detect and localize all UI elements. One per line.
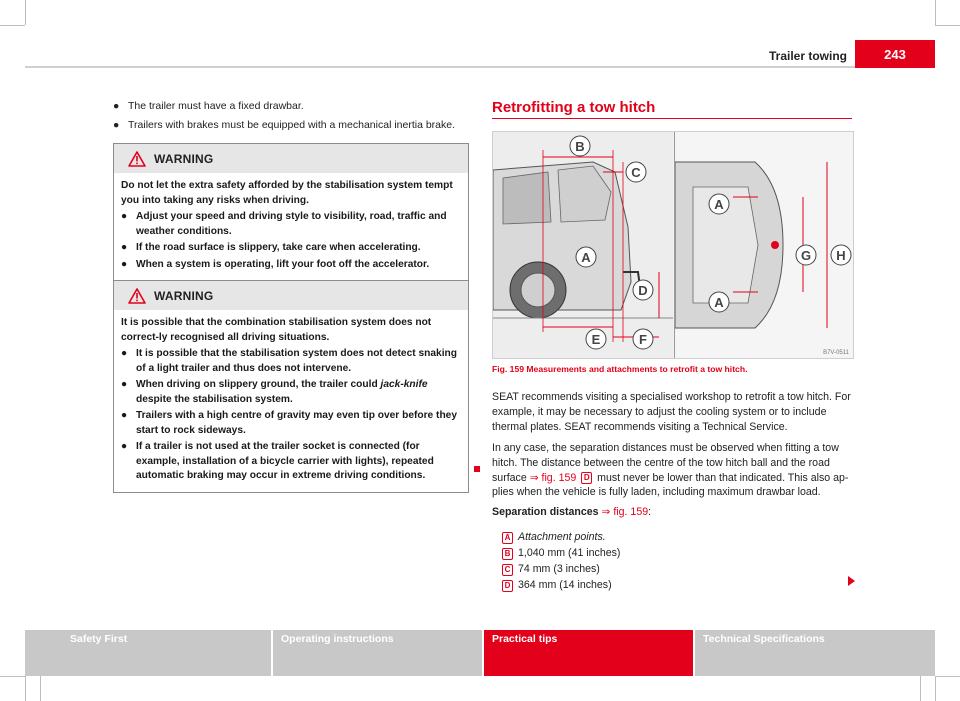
fig-label-a-top: A — [714, 197, 724, 212]
fig-label-f: F — [639, 332, 647, 347]
separation-heading: Separation distances ⇒ fig. 159: — [492, 506, 652, 518]
warning-box-2 — [113, 280, 469, 493]
crop-mark — [0, 25, 25, 26]
warning-header — [114, 144, 468, 173]
intro-bullets — [113, 99, 473, 137]
warning-text: It is possible that the combination stabilisation system does not correct-ly recognised all driving situations. ● It is possible that the stabilisation system does not detect snaking of a light trailer and thus does not intervene. ● When driving on slippery ground, the trailer could jack-knife despite the stabilisation system. ● Trailers with a high centre of gravity may even tip over before they start to rock sideways. ● If a trailer is not used at the trailer socket is connected (for example, installation of a bicycle carrier with lights), repeated automatic braking may occur in extreme driving conditions. — [114, 310, 468, 492]
tow-hitch-diagram — [493, 132, 853, 358]
section-end-marker — [474, 466, 480, 472]
fig-label-b: B — [575, 139, 585, 154]
crop-mark — [935, 676, 960, 677]
continue-arrow-icon — [848, 576, 855, 586]
list-item: ● When driving on slippery ground, the trailer could jack-knife despite the stabilisation system. — [121, 379, 428, 405]
fig-label-h: H — [836, 248, 846, 263]
warning-label: WARNING — [154, 288, 214, 303]
figure-caption: Fig. 159 Measurements and attachments to retrofit a tow hitch. — [492, 364, 748, 374]
figure-reference-link[interactable]: ⇒ fig. 159 — [601, 506, 649, 518]
fig-label-e: E — [591, 332, 601, 347]
warning-label: WARNING — [154, 151, 214, 166]
chapter-title: Trailer towing — [768, 49, 847, 63]
crop-mark — [935, 25, 960, 26]
footer-tab-technical-specifications[interactable]: Technical Specifications — [695, 630, 935, 676]
warning-triangle-icon — [128, 151, 146, 167]
warning-triangle-icon — [128, 288, 146, 304]
section-rule — [492, 118, 852, 119]
list-item: ● If the road surface is slippery, take care when accelerating. — [121, 242, 421, 253]
badge-b: B — [502, 548, 513, 560]
fig-label-a: A — [581, 250, 591, 265]
crop-mark — [935, 0, 936, 25]
crop-mark — [935, 676, 936, 701]
footer-tab-safety-first[interactable]: Safety First — [25, 630, 271, 676]
warning-header — [114, 281, 468, 310]
list-item: ● When a system is operating, lift your foot off the accelerator. — [121, 258, 430, 270]
list-item: ● Adjust your speed and driving style to visibility, road, traffic and weather conditions. — [121, 211, 447, 237]
list-item: ● It is possible that the stabilisation system does not detect snaking of a light trailer and thus does not intervene. — [121, 348, 457, 374]
fig-label-d: D — [638, 283, 648, 298]
figure-code: B7V-0511 — [823, 350, 849, 356]
figure-reference-link[interactable]: ⇒ fig. 159 — [529, 471, 577, 484]
badge-d: D — [581, 472, 592, 484]
paragraph-recommendation: SEAT recommends visiting a specialised workshop to retrofit a tow hitch. For example, it may be necessary to adjust the cooling system or to include thermal plates. SEAT recommends visiting a Technical Service. — [492, 391, 851, 433]
fig-label-g: G — [800, 248, 812, 263]
badge-d: D — [502, 580, 513, 592]
crop-mark — [0, 676, 25, 677]
figure-tow-hitch — [492, 131, 854, 359]
crop-mark — [25, 676, 26, 701]
page-number: 243 — [884, 47, 906, 62]
list-item: ● If a trailer is not used at the trailer socket is connected (for example, installation of a bicycle carrier with lights), repeated automatic braking may occur in extreme driving conditions. — [121, 441, 434, 481]
list-item: ● The trailer must have a fixed drawbar. — [113, 100, 304, 112]
crop-mark — [25, 0, 26, 25]
crop-mark — [920, 676, 921, 701]
warning-box-1 — [113, 143, 469, 281]
list-item: ● Trailers with brakes must be equipped with a mechanical inertia brake. — [113, 119, 456, 131]
fig-label-c: C — [631, 165, 641, 180]
footer-tab-operating-instructions[interactable]: Operating instructions — [273, 630, 482, 676]
warning-text: Do not let the extra safety afforded by the stabilisation system tempt you into taking any risks when driving. ● Adjust your speed and driving style to visibility, road, traffic and weather conditions. ● If the road surface is slippery, take care when accelerating. ● When a system is operating, lift your foot off the accelerator. — [114, 173, 468, 280]
badge-c: C — [502, 564, 513, 576]
paragraph-separation: In any case, the separation distances must be observed when fitting a tow hitch. The distance between the centre of the tow hitch ball and the road surface ⇒ fig. 159 D must never be lower than that indicated. This also ap-plies when the vehicle is fully laden, including maximum drawbar load. — [492, 442, 849, 499]
footer-tab-practical-tips[interactable]: Practical tips — [484, 630, 693, 676]
section-title: Retrofitting a tow hitch — [492, 99, 656, 116]
crop-mark — [40, 676, 41, 701]
list-item: ● Trailers with a high centre of gravity may even tip over before they start to rock sideways. — [121, 410, 458, 436]
fig-label-a-bottom: A — [714, 295, 724, 310]
header-rule — [25, 66, 934, 68]
badge-a: A — [502, 532, 513, 544]
